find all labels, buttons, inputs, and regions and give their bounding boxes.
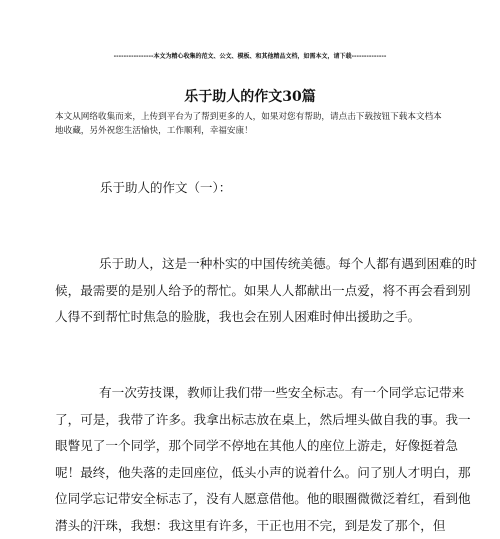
paragraph-line: 眼瞥见了一个同学，那个同学不停地在其他人的座位上游走，好像挺着急	[55, 433, 450, 460]
paragraph-line: 位同学忘记带安全标志了，没有人愿意借他。他的眼圈微微泛着红，看到他	[55, 486, 450, 513]
paragraph-line: 候，最需要的是别人给予的帮忙。如果人人都献出一点爱，将不再会看到别	[55, 278, 450, 305]
section-heading: 乐于助人的作文（一）：	[100, 178, 231, 196]
intro-line: 本文从网络收集而来，上传到平台为了帮到更多的人，如果对您有帮助，请点击下载按钮下载本文档本	[55, 112, 442, 122]
paragraph-2	[55, 380, 450, 517]
paragraph-line: 了，可是，我带了许多。我拿出标志放在桌上，然后埋头做自我的事。我一	[55, 407, 450, 434]
paragraph-line: 潸头的汗珠，我想：我这里有许多，干正也用不完，到是发了那个，但	[55, 513, 450, 539]
paragraph-1	[55, 251, 450, 331]
intro-note	[55, 110, 450, 138]
paragraph-line: 有一次劳技课，教师让我们带一些安全标志。有一个同学忘记带来	[55, 380, 450, 407]
download-banner: ----------------本文为精心收集的范文、公文、模板、和其他精品文档，如需本文，请下载--------------	[0, 51, 500, 60]
paragraph-line: 乐于助人，这是一种朴实的中国传统美德。每个人都有遇到困难的时	[55, 251, 450, 278]
paragraph-line: 人得不到帮忙时焦急的脸胧，我也会在别人困难时伸出援助之手。	[55, 304, 450, 331]
paragraph-line: 呢！最终，他失落的走回座位，低头小声的说着什么。问了别人才明白，那	[55, 460, 450, 487]
intro-line: 地收藏，另外祝您生活愉快，工作顺利，幸福安康！	[55, 126, 253, 136]
document-title: 乐于助人的作文30篇	[0, 86, 500, 106]
